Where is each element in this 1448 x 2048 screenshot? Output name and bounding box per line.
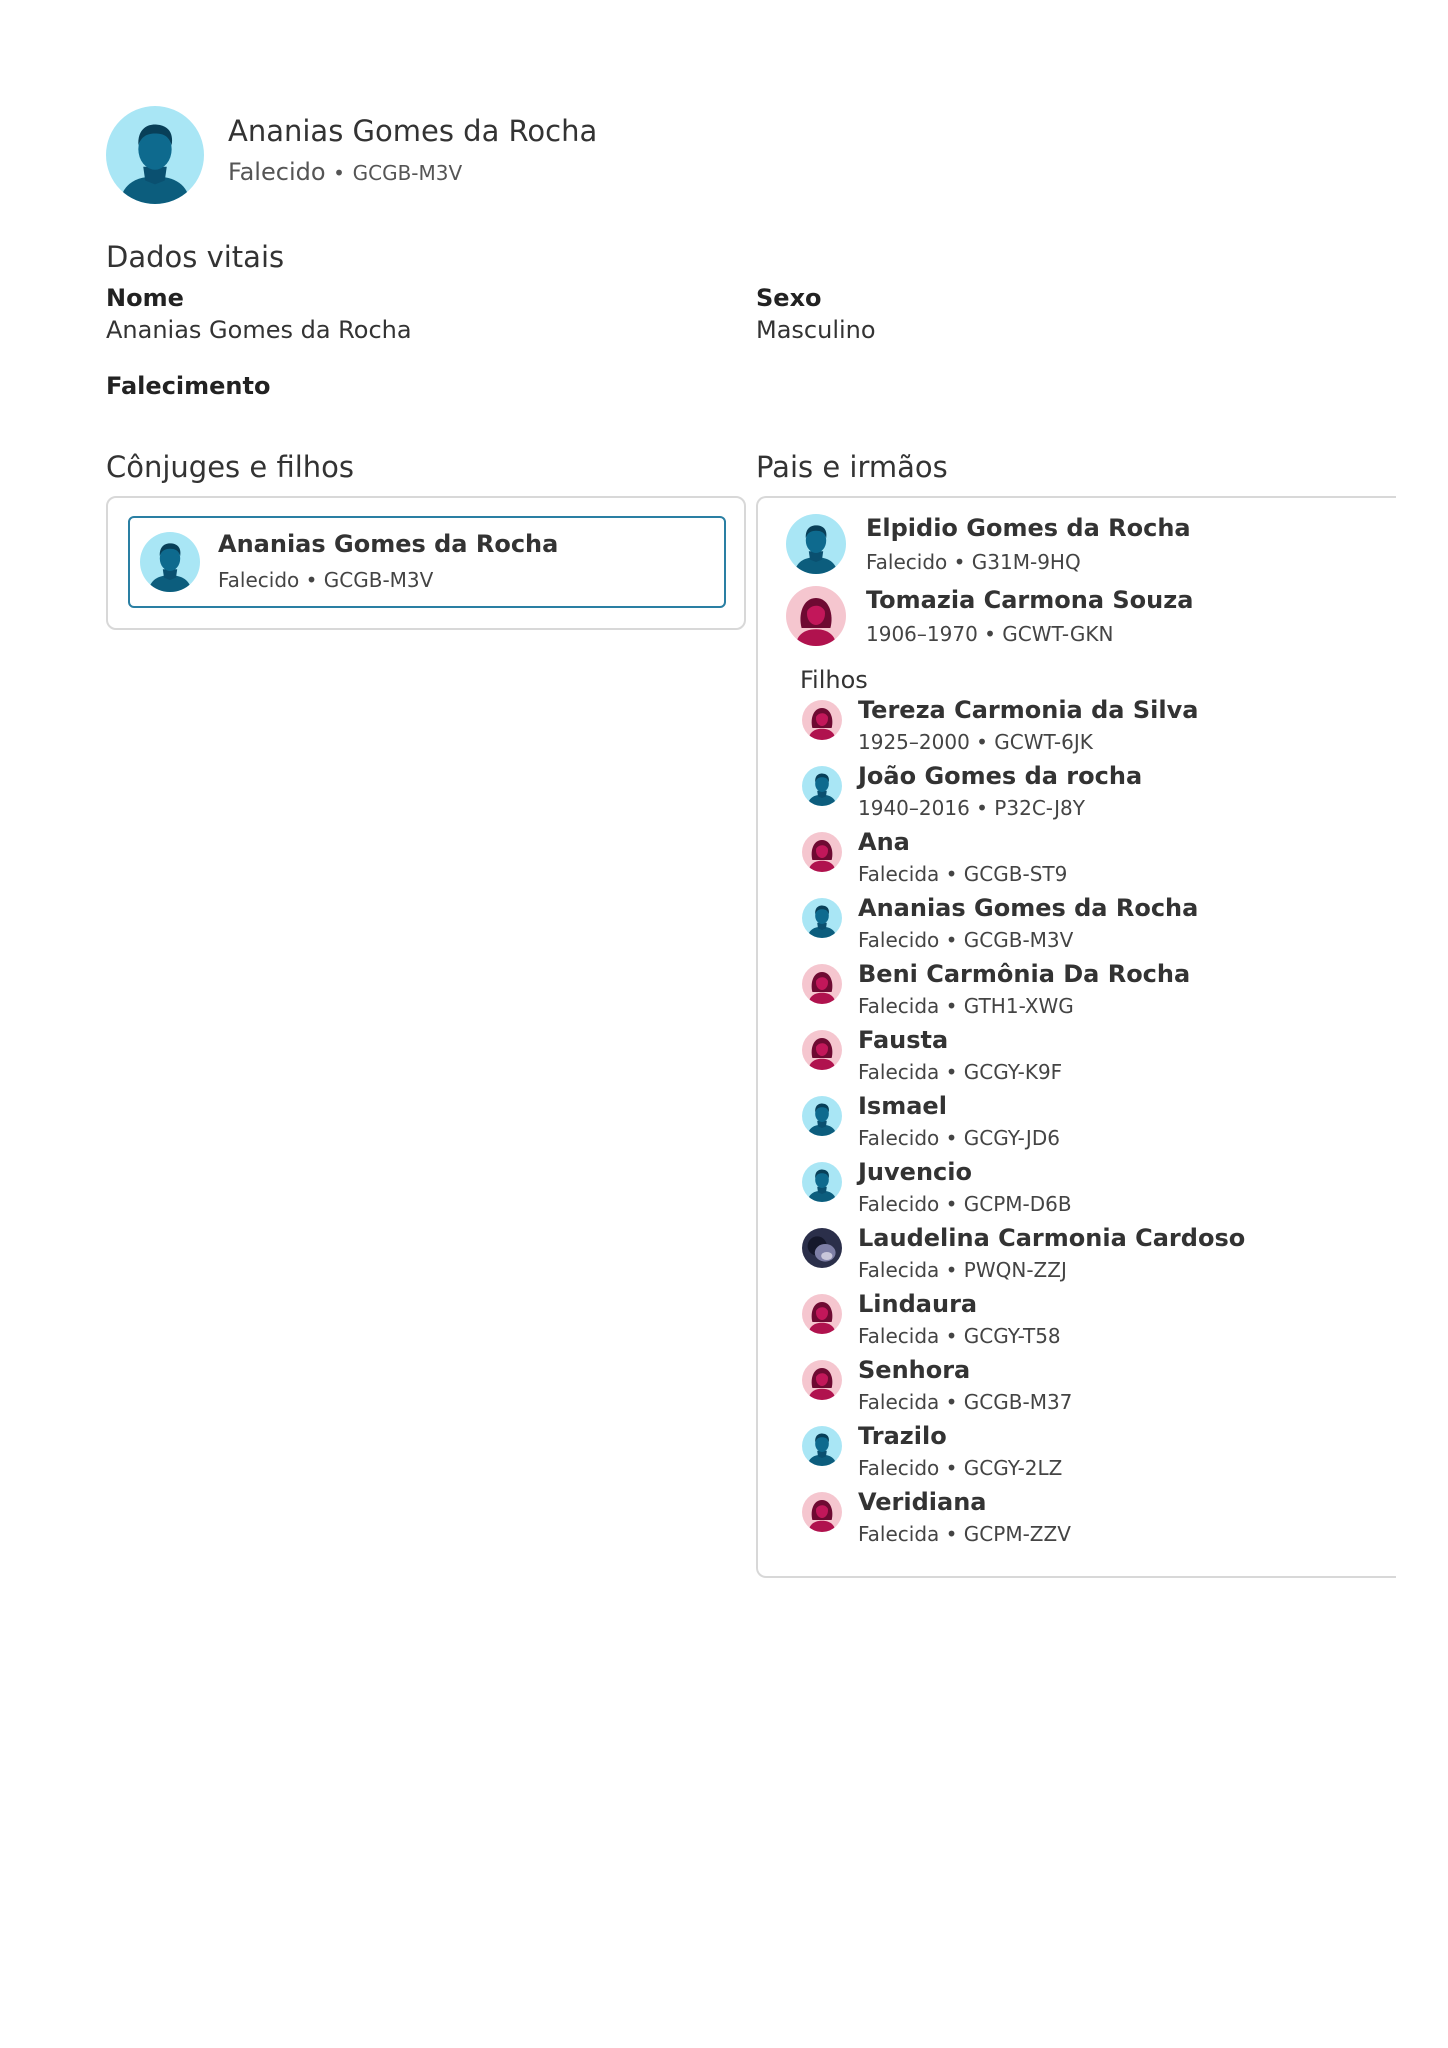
male-avatar-icon bbox=[802, 1162, 842, 1202]
child-name[interactable]: Laudelina Carmonia Cardoso bbox=[858, 1224, 1246, 1252]
male-avatar-icon bbox=[802, 898, 842, 938]
child-name[interactable]: Tereza Carmonia da Silva bbox=[858, 696, 1199, 724]
person-status: Falecido bbox=[228, 158, 326, 186]
child-name[interactable]: Ananias Gomes da Rocha bbox=[858, 894, 1199, 922]
male-avatar-icon bbox=[802, 766, 842, 806]
male-avatar-icon bbox=[802, 1096, 842, 1136]
death-label: Falecimento bbox=[106, 372, 271, 400]
female-avatar-icon bbox=[802, 1360, 842, 1400]
sex-label: Sexo bbox=[756, 284, 822, 312]
spouses-heading: Cônjuges e filhos bbox=[106, 450, 355, 484]
mother-avatar-icon bbox=[786, 586, 846, 646]
child-name[interactable]: Fausta bbox=[858, 1026, 949, 1054]
child-meta: Falecida • PWQN-ZZJ bbox=[858, 1258, 1067, 1282]
vital-heading: Dados vitais bbox=[106, 240, 285, 274]
person-pid: GCGB-M3V bbox=[352, 161, 463, 185]
child-meta: Falecida • GCPM-ZZV bbox=[858, 1522, 1071, 1546]
child-meta: Falecida • GTH1-XWG bbox=[858, 994, 1074, 1018]
mother-meta: 1906–1970 • GCWT-GKN bbox=[866, 622, 1114, 646]
child-meta: Falecido • GCGB-M3V bbox=[858, 928, 1074, 952]
female-avatar-icon bbox=[802, 1030, 842, 1070]
child-meta: Falecido • GCGY-2LZ bbox=[858, 1456, 1063, 1480]
father-avatar-icon bbox=[786, 514, 846, 574]
child-name[interactable]: Ismael bbox=[858, 1092, 947, 1120]
child-name[interactable]: João Gomes da rocha bbox=[858, 762, 1143, 790]
female-avatar-icon bbox=[802, 832, 842, 872]
name-label: Nome bbox=[106, 284, 184, 312]
father-name[interactable]: Elpidio Gomes da Rocha bbox=[866, 514, 1191, 542]
male-avatar-icon bbox=[802, 1426, 842, 1466]
person-avatar-icon bbox=[106, 106, 204, 204]
child-name[interactable]: Senhora bbox=[858, 1356, 971, 1384]
child-name[interactable]: Juvencio bbox=[858, 1158, 972, 1186]
child-meta: 1925–2000 • GCWT-6JK bbox=[858, 730, 1093, 754]
female-avatar-icon bbox=[802, 1294, 842, 1334]
child-meta: Falecida • GCGB-ST9 bbox=[858, 862, 1068, 886]
photo-avatar-icon bbox=[802, 1228, 842, 1268]
mother-name[interactable]: Tomazia Carmona Souza bbox=[866, 586, 1194, 614]
spouse-name[interactable]: Ananias Gomes da Rocha bbox=[218, 530, 559, 558]
sex-value: Masculino bbox=[756, 316, 876, 344]
child-meta: 1940–2016 • P32C-J8Y bbox=[858, 796, 1085, 820]
child-name[interactable]: Veridiana bbox=[858, 1488, 987, 1516]
female-avatar-icon bbox=[802, 964, 842, 1004]
female-avatar-icon bbox=[802, 700, 842, 740]
parents-heading: Pais e irmãos bbox=[756, 450, 948, 484]
meta-separator: • bbox=[333, 161, 345, 185]
child-meta: Falecida • GCGY-T58 bbox=[858, 1324, 1061, 1348]
name-value: Ananias Gomes da Rocha bbox=[106, 316, 412, 344]
spouses-card bbox=[106, 496, 746, 630]
child-meta: Falecido • GCGY-JD6 bbox=[858, 1126, 1060, 1150]
child-name[interactable]: Lindaura bbox=[858, 1290, 978, 1318]
child-meta: Falecida • GCGB-M37 bbox=[858, 1390, 1073, 1414]
spouse-avatar-icon bbox=[140, 532, 200, 592]
spouse-meta: Falecido • GCGB-M3V bbox=[218, 568, 434, 592]
child-name[interactable]: Ana bbox=[858, 828, 910, 856]
person-meta bbox=[228, 158, 462, 186]
person-name: Ananias Gomes da Rocha bbox=[228, 114, 598, 148]
female-avatar-icon bbox=[802, 1492, 842, 1532]
children-label: Filhos bbox=[800, 666, 868, 694]
child-name[interactable]: Beni Carmônia Da Rocha bbox=[858, 960, 1191, 988]
child-meta: Falecido • GCPM-D6B bbox=[858, 1192, 1072, 1216]
child-name[interactable]: Trazilo bbox=[858, 1422, 947, 1450]
father-meta: Falecido • G31M-9HQ bbox=[866, 550, 1081, 574]
child-meta: Falecida • GCGY-K9F bbox=[858, 1060, 1063, 1084]
spouse-person-card[interactable] bbox=[128, 516, 726, 608]
parents-card bbox=[756, 496, 1396, 1578]
